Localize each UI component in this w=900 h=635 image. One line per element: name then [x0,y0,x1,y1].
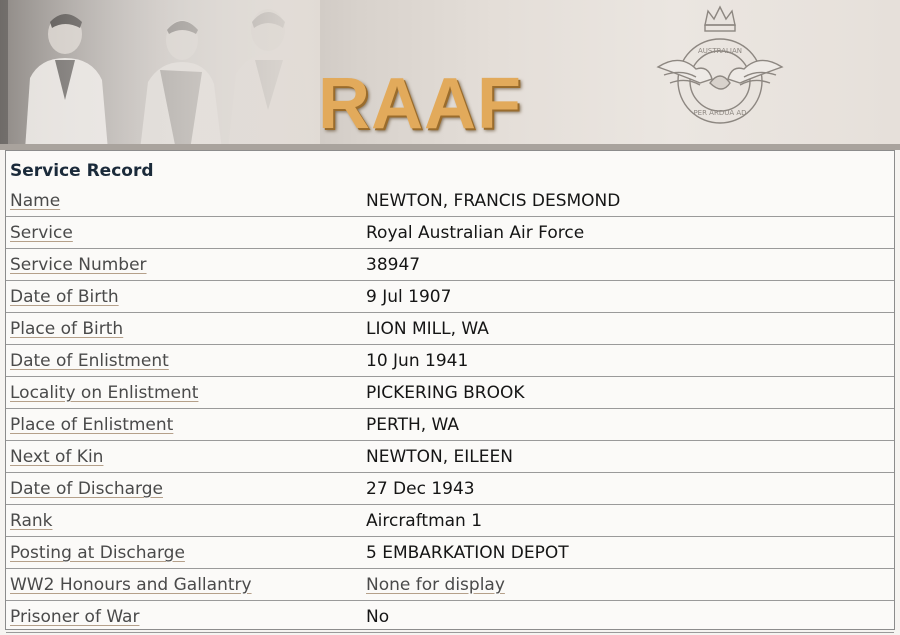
record-label-posting-at-discharge[interactable]: Posting at Discharge [10,543,185,563]
crest-text-top: AUSTRALIAN [698,47,742,55]
service-record-heading: Service Record [10,161,154,181]
record-row-name [6,185,894,217]
record-label-date-of-discharge[interactable]: Date of Discharge [10,479,163,499]
record-label-date-of-enlistment[interactable]: Date of Enlistment [10,351,169,371]
record-row-place-of-birth [6,313,894,345]
record-row-date-of-discharge [6,473,894,505]
record-value-place-of-enlistment: PERTH, WA [366,415,460,435]
record-label-name[interactable]: Name [10,191,61,211]
service-record-panel [5,150,895,630]
record-value-ww2-honours-link[interactable]: None for display [366,575,505,595]
record-row-service-number [6,249,894,281]
record-value-locality-on-enlistment: PICKERING BROOK [366,383,525,403]
record-value-date-of-birth: 9 Jul 1907 [366,287,452,307]
record-row-ww2-honours [6,569,894,601]
record-label-place-of-enlistment[interactable]: Place of Enlistment [10,415,174,435]
record-label-rank[interactable]: Rank [10,511,53,531]
record-label-place-of-birth[interactable]: Place of Birth [10,319,124,339]
record-value-service-number: 38947 [366,255,421,275]
record-value-prisoner-of-war: No [366,607,390,627]
record-row-rank [6,505,894,537]
record-row-posting-at-discharge [6,537,894,569]
crest-text-bottom: PER ARDUA AD [693,109,747,117]
record-label-date-of-birth[interactable]: Date of Birth [10,287,119,307]
raaf-crest-icon [650,3,790,143]
record-row-prisoner-of-war [6,601,894,633]
record-row-service [6,217,894,249]
record-value-date-of-discharge: 27 Dec 1943 [366,479,475,499]
raaf-banner [0,0,900,150]
record-label-next-of-kin[interactable]: Next of Kin [10,447,104,467]
raaf-title: RAAF [318,64,522,144]
record-label-service-number[interactable]: Service Number [10,255,147,275]
record-value-posting-at-discharge: 5 EMBARKATION DEPOT [366,543,569,563]
record-label-locality-on-enlistment[interactable]: Locality on Enlistment [10,383,199,403]
record-row-date-of-enlistment [6,345,894,377]
record-value-name: NEWTON, FRANCIS DESMOND [366,191,621,211]
record-label-prisoner-of-war[interactable]: Prisoner of War [10,607,140,627]
airmen-photo [0,0,320,150]
record-row-next-of-kin [6,441,894,473]
record-value-place-of-birth: LION MILL, WA [366,319,489,339]
record-value-service: Royal Australian Air Force [366,223,585,243]
service-record-table [6,185,894,633]
record-value-rank: Aircraftman 1 [366,511,483,531]
record-value-next-of-kin: NEWTON, EILEEN [366,447,513,467]
record-row-place-of-enlistment [6,409,894,441]
record-value-date-of-enlistment: 10 Jun 1941 [366,351,469,371]
record-row-locality-on-enlistment [6,377,894,409]
record-row-date-of-birth [6,281,894,313]
record-label-service[interactable]: Service [10,223,73,243]
record-label-ww2-honours[interactable]: WW2 Honours and Gallantry [10,575,252,595]
